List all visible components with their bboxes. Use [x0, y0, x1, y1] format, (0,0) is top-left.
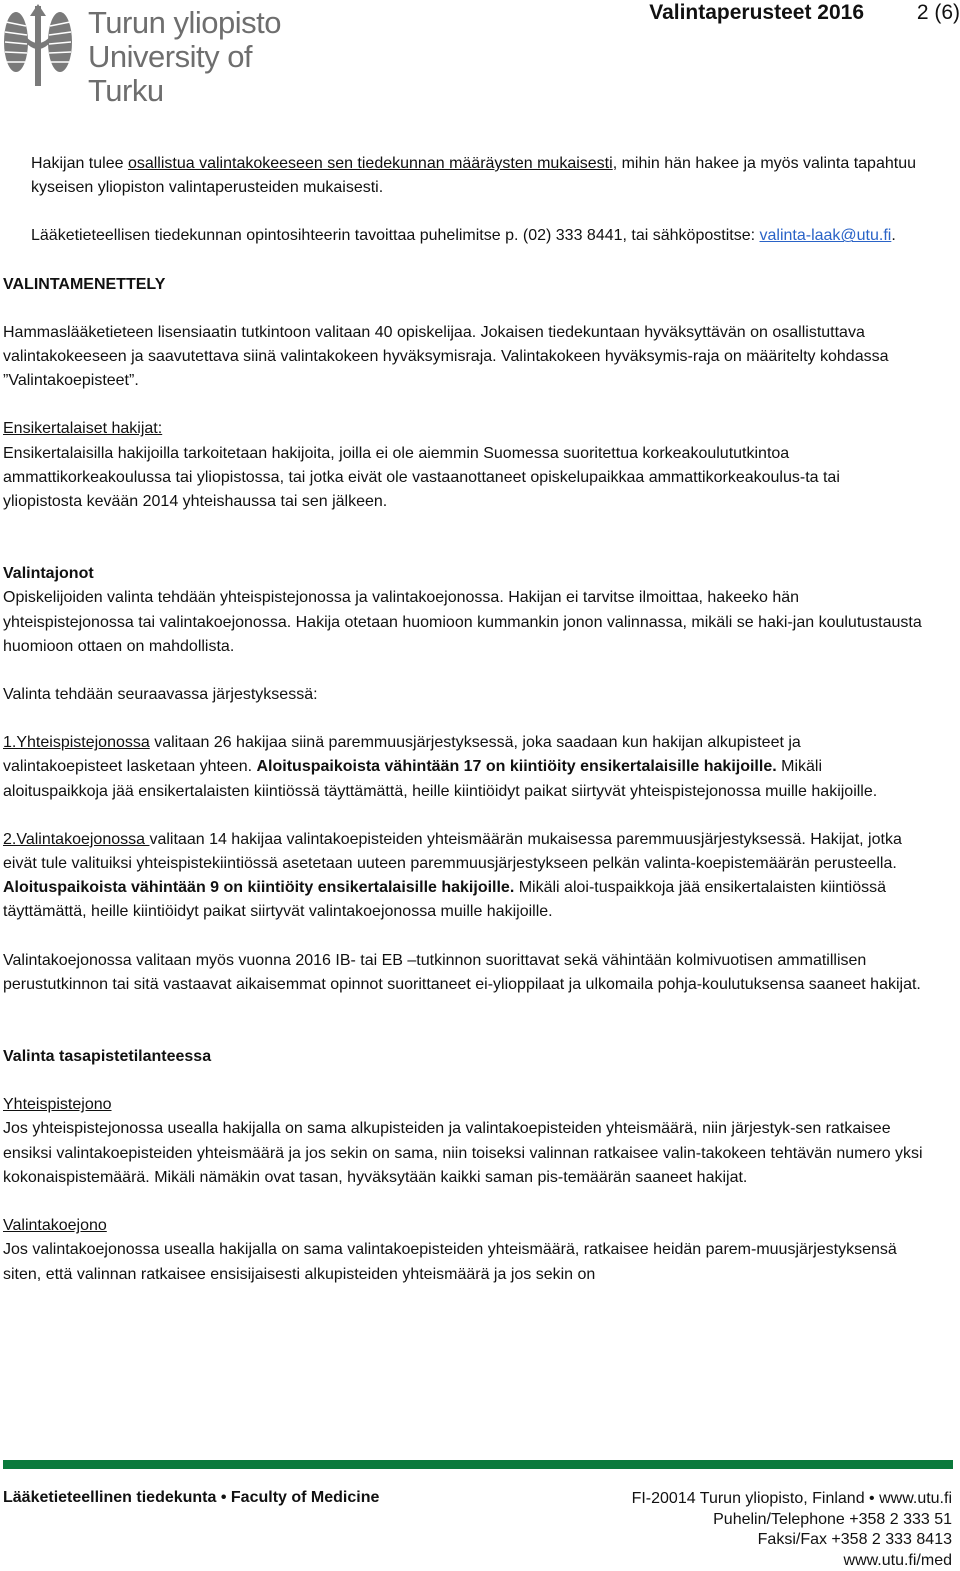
heading-first-time-applicants: Ensikertalaiset hakijat:	[3, 420, 163, 438]
logo-line-finnish: Turun yliopisto	[88, 5, 281, 40]
document-body	[3, 152, 923, 1287]
paragraph-intro: Hakijan tulee osallistua valintakokeeseen sen tiedekunnan määräysten mukaisesti, mihin hän hakee ja myös valinta tapahtuu kyseisen yliopiston valintaperusteiden mukaisesti.	[31, 155, 916, 197]
footer-faculty: Lääketieteellinen tiedekunta • Faculty of Medicine	[3, 1489, 380, 1506]
page-number: 2 (6)	[916, 1, 960, 24]
paragraph-contact: Lääketieteellisen tiedekunnan opintosihteerin tavoittaa puhelimitse p. (02) 333 8441, tai sähköpostitse: valinta-laak@utu.fi.	[31, 227, 896, 245]
footer-contact	[632, 1489, 952, 1571]
paragraph-points-tie: Jos yhteispistejonossa usealla hakijalla on sama alkupisteiden ja valintakoepisteiden yhteismäärä, niin järjestyk-sen ratkaisee ensiksi valintakoepisteiden yhteismäärä ja jos sekin on sama, niin toiseksi valinnan ratkaisee valin-takokeen tehtävän numero yksi kokonaispistemäärä. Mikäli nämäkin ovat tasan, hyväksytään kaikki saman pis-temäärän saaneet hakijat.	[3, 1120, 923, 1186]
paragraph-admission: Hammaslääketieteen lisensiaatin tutkintoon valitaan 40 opiskelijaa. Jokaisen tiedekuntaan hyväksyttävän on osallistuttava valintakokeeseen ja saavutettava siinä valintakokeen hyväksymisraja. Valintakokeen hyväksymis-raja on määritelty kohdassa ”Valintakoepisteet”.	[3, 323, 889, 390]
paragraph-queues: Opiskelijoiden valinta tehdään yhteispistejonossa ja valintakoejonossa. Hakijan ei tarvitse ilmoittaa, hakeeko hän yhteispistejonossa tai valintakoejonossa. Hakija otetaan huomioon kummankin jonon valinnassa, mikäli se haki-jan koulutustausta huomioon ottaen on mahdollista.	[3, 589, 922, 655]
university-crest-icon	[2, 2, 74, 88]
paragraph-exam-tie: Jos valintakoejonossa usealla hakijalla on sama valintakoepisteiden yhteismäärä, ratkaisee heidän parem-muusjärjestyksensä siten, että valinnan ratkaisee ensisijaisesti alkupisteiden yhteismäärä ja jos sekin on	[3, 1241, 897, 1283]
heading-valintamenettely: VALINTAMENETTELY	[3, 275, 166, 293]
footer-phone: Puhelin/Telephone +358 2 333 51	[713, 1510, 952, 1528]
logo-line-english: University of Turku	[88, 39, 253, 108]
document-title: Valintaperusteet 2016	[649, 1, 864, 24]
paragraph-first-time-applicants: Ensikertalaisilla hakijoilla tarkoitetaan hakijoita, joilla ei ole aiemmin Suomessa suoritettua korkeakoulututkintoa ammattikorkeakoulussa tai yliopistossa, tai jotka eivät ole vastaanottaneet opiskelupaikkaa ammattikorkeakoulus-ta tai yliopistosta kevään 2014 yhteishaussa tai sen jälkeen.	[3, 444, 840, 511]
exam-rules-link[interactable]: osallistua valintakokeeseen sen tiedekunnan määräysten mukaisesti	[127, 155, 613, 172]
footer-website: www.utu.fi/med	[843, 1551, 952, 1569]
paragraph-ib-eb: Valintakoejonossa valitaan myös vuonna 2016 IB- tai EB –tutkinnon suorittavat sekä vähintään kolmivuotisen ammatillisen perustutkinnon tai sitä vastaavat aikaisemmat opinnot suorittaneet ei-ylioppilaat ja ulkomaila pohja-koulutuksensa saaneet hakijat.	[3, 951, 921, 993]
footer-address: FI-20014 Turun yliopisto, Finland • www.utu.fi	[631, 1490, 952, 1507]
paragraph-exam-queue: 2.Valintakoejonossa valitaan 14 hakijaa valintakoepisteiden yhteismäärän mukaisessa paremmuusjärjestyksessä. Hakijat, jotka eivät tule valituiksi yhteispistekiintiössä asetetaan uuteen paremmuusjärjestykseen pelkän valinta-koepistemäärän perusteella. Aloituspaikoista vähintään 9 on kiintiöity ensikertalaisille hakijoille. Mikäli aloi-tuspaikkoja jää ensikertalaisten kiintiössä täyttämättä, heille kiintiöidyt paikat siirtyvät valintakoejonossa muille hakijoille.	[3, 830, 902, 921]
paragraph-order: Valinta tehdään seuraavassa järjestyksessä:	[3, 686, 318, 704]
logo-wordmark	[88, 6, 302, 108]
heading-exam-queue: Valintakoejono	[3, 1217, 107, 1235]
paragraph-points-queue: 1.Yhteispistejonossa valitaan 26 hakijaa siinä paremmuusjärjestyksessä, joka saadaan kun hakijan alkupisteet ja valintakoepisteet lasketaan yhteen. Aloituspaikoista vähintään 17 on kiintiöity ensikertalaisille hakijoille. Mikäli aloituspaikkoja jää ensikertalaisten kiintiössä täyttämättä, heille kiintiöidyt paikat siirtyvät yhteispistejonossa muille hakijoille.	[3, 734, 878, 800]
email-link[interactable]: valinta-laak@utu.fi	[759, 227, 892, 245]
heading-points-queue: Yhteispistejono	[3, 1096, 112, 1114]
heading-valintajonot: Valintajonot	[3, 565, 94, 583]
footer-fax: Faksi/Fax +358 2 333 8413	[757, 1531, 952, 1548]
heading-tie-situation: Valinta tasapistetilanteessa	[3, 1048, 212, 1066]
footer-divider	[3, 1460, 953, 1469]
university-logo	[2, 2, 302, 108]
